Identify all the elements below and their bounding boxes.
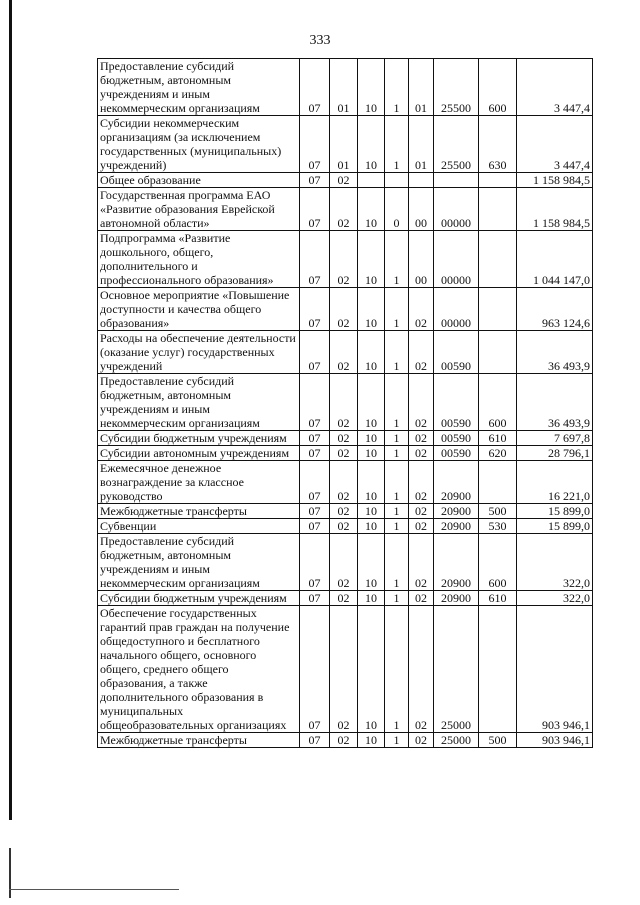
row-name-cell: Межбюджетные трансферты: [98, 733, 300, 748]
row-name-cell: Предоставление субсидий бюджетным, автономным учреждениям и иным некоммерческим организациям: [98, 59, 300, 116]
activity-code-cell: 02: [409, 446, 434, 461]
program-code-cell: 10: [358, 188, 385, 231]
program-code-cell: 10: [358, 288, 385, 331]
subsection-code-cell: 02: [330, 504, 358, 519]
subsection-code-cell: 02: [330, 173, 358, 188]
subsection-code-cell: 02: [330, 374, 358, 431]
activity-code-cell: 02: [409, 534, 434, 591]
table-row: [98, 231, 593, 288]
direction-code-cell: 00000: [434, 231, 479, 288]
direction-code-cell: 25500: [434, 116, 479, 173]
section-code-cell: 07: [300, 534, 330, 591]
row-name-cell: Предоставление субсидий бюджетным, автономным учреждениям и иным некоммерческим организациям: [98, 534, 300, 591]
subprogram-code-cell: 1: [385, 116, 409, 173]
expense-type-cell: 610: [479, 591, 517, 606]
subprogram-code-cell: 1: [385, 461, 409, 504]
subsection-code-cell: 02: [330, 331, 358, 374]
section-code-cell: 07: [300, 504, 330, 519]
amount-cell: 322,0: [517, 534, 593, 591]
footnote-separator: [9, 889, 179, 890]
subprogram-code-cell: 1: [385, 504, 409, 519]
expense-type-cell: 600: [479, 59, 517, 116]
amount-cell: 3 447,4: [517, 116, 593, 173]
table-row: [98, 606, 593, 733]
amount-cell: 322,0: [517, 591, 593, 606]
section-code-cell: 07: [300, 288, 330, 331]
subprogram-code-cell: 1: [385, 606, 409, 733]
activity-code-cell: 01: [409, 116, 434, 173]
row-name-cell: Государственная программа ЕАО «Развитие образования Еврейской автономной области»: [98, 188, 300, 231]
row-name-cell: Субсидии бюджетным учреждениям: [98, 591, 300, 606]
subsection-code-cell: 01: [330, 116, 358, 173]
subsection-code-cell: 02: [330, 231, 358, 288]
direction-code-cell: 00590: [434, 331, 479, 374]
table-row: [98, 504, 593, 519]
direction-code-cell: 00000: [434, 288, 479, 331]
direction-code-cell: [434, 173, 479, 188]
direction-code-cell: 20900: [434, 461, 479, 504]
section-code-cell: 07: [300, 116, 330, 173]
scan-left-edge-lower: [9, 848, 11, 898]
table-row: [98, 288, 593, 331]
subprogram-code-cell: 1: [385, 59, 409, 116]
program-code-cell: 10: [358, 374, 385, 431]
activity-code-cell: 00: [409, 188, 434, 231]
direction-code-cell: 00000: [434, 188, 479, 231]
program-code-cell: 10: [358, 431, 385, 446]
activity-code-cell: 02: [409, 431, 434, 446]
table-row: [98, 173, 593, 188]
subsection-code-cell: 02: [330, 188, 358, 231]
direction-code-cell: 00590: [434, 446, 479, 461]
direction-code-cell: 00590: [434, 374, 479, 431]
expense-type-cell: [479, 606, 517, 733]
direction-code-cell: 25000: [434, 606, 479, 733]
subprogram-code-cell: 0: [385, 188, 409, 231]
activity-code-cell: 02: [409, 331, 434, 374]
program-code-cell: 10: [358, 231, 385, 288]
subprogram-code-cell: 1: [385, 591, 409, 606]
subprogram-code-cell: [385, 173, 409, 188]
amount-cell: 15 899,0: [517, 519, 593, 534]
section-code-cell: 07: [300, 591, 330, 606]
row-name-cell: Субсидии автономным учреждениям: [98, 446, 300, 461]
expense-type-cell: [479, 288, 517, 331]
direction-code-cell: 25500: [434, 59, 479, 116]
section-code-cell: 07: [300, 231, 330, 288]
activity-code-cell: 01: [409, 59, 434, 116]
activity-code-cell: [409, 173, 434, 188]
subsection-code-cell: 02: [330, 446, 358, 461]
program-code-cell: 10: [358, 606, 385, 733]
amount-cell: 903 946,1: [517, 606, 593, 733]
section-code-cell: 07: [300, 59, 330, 116]
table-row: [98, 534, 593, 591]
activity-code-cell: 02: [409, 288, 434, 331]
subprogram-code-cell: 1: [385, 534, 409, 591]
amount-cell: 963 124,6: [517, 288, 593, 331]
subsection-code-cell: 02: [330, 431, 358, 446]
subprogram-code-cell: 1: [385, 446, 409, 461]
subsection-code-cell: 02: [330, 288, 358, 331]
program-code-cell: 10: [358, 446, 385, 461]
budget-table: [97, 58, 593, 748]
expense-type-cell: 500: [479, 504, 517, 519]
section-code-cell: 07: [300, 331, 330, 374]
expense-type-cell: [479, 188, 517, 231]
subprogram-code-cell: 1: [385, 519, 409, 534]
amount-cell: 1 044 147,0: [517, 231, 593, 288]
activity-code-cell: 02: [409, 606, 434, 733]
direction-code-cell: 20900: [434, 519, 479, 534]
subsection-code-cell: 02: [330, 461, 358, 504]
activity-code-cell: 02: [409, 733, 434, 748]
section-code-cell: 07: [300, 519, 330, 534]
program-code-cell: 10: [358, 59, 385, 116]
row-name-cell: Субвенции: [98, 519, 300, 534]
expense-type-cell: [479, 461, 517, 504]
row-name-cell: Расходы на обеспечение деятельности (оказание услуг) государственных учреждений: [98, 331, 300, 374]
table-row: [98, 461, 593, 504]
table-row: [98, 116, 593, 173]
scan-left-edge: [9, 0, 12, 820]
amount-cell: 15 899,0: [517, 504, 593, 519]
subsection-code-cell: 02: [330, 606, 358, 733]
table-row: [98, 188, 593, 231]
subprogram-code-cell: 1: [385, 231, 409, 288]
expense-type-cell: [479, 173, 517, 188]
direction-code-cell: 20900: [434, 534, 479, 591]
subprogram-code-cell: 1: [385, 431, 409, 446]
direction-code-cell: 20900: [434, 504, 479, 519]
subprogram-code-cell: 1: [385, 288, 409, 331]
subsection-code-cell: 02: [330, 534, 358, 591]
expense-type-cell: [479, 331, 517, 374]
activity-code-cell: 00: [409, 231, 434, 288]
table-row: [98, 591, 593, 606]
activity-code-cell: 02: [409, 461, 434, 504]
section-code-cell: 07: [300, 733, 330, 748]
direction-code-cell: 20900: [434, 591, 479, 606]
amount-cell: 7 697,8: [517, 431, 593, 446]
subprogram-code-cell: 1: [385, 331, 409, 374]
row-name-cell: Межбюджетные трансферты: [98, 504, 300, 519]
section-code-cell: 07: [300, 188, 330, 231]
amount-cell: 903 946,1: [517, 733, 593, 748]
expense-type-cell: 600: [479, 374, 517, 431]
amount-cell: 16 221,0: [517, 461, 593, 504]
table-row: [98, 446, 593, 461]
row-name-cell: Ежемесячное денежное вознаграждение за классное руководство: [98, 461, 300, 504]
section-code-cell: 07: [300, 446, 330, 461]
row-name-cell: Предоставление субсидий бюджетным, автономным учреждениям и иным некоммерческим организациям: [98, 374, 300, 431]
program-code-cell: 10: [358, 733, 385, 748]
expense-type-cell: 630: [479, 116, 517, 173]
activity-code-cell: 02: [409, 591, 434, 606]
table-row: [98, 331, 593, 374]
program-code-cell: 10: [358, 591, 385, 606]
amount-cell: 36 493,9: [517, 374, 593, 431]
direction-code-cell: 00590: [434, 431, 479, 446]
program-code-cell: 10: [358, 504, 385, 519]
expense-type-cell: 600: [479, 534, 517, 591]
program-code-cell: 10: [358, 331, 385, 374]
row-name-cell: Субсидии бюджетным учреждениям: [98, 431, 300, 446]
subsection-code-cell: 01: [330, 59, 358, 116]
activity-code-cell: 02: [409, 519, 434, 534]
amount-cell: 36 493,9: [517, 331, 593, 374]
section-code-cell: 07: [300, 374, 330, 431]
activity-code-cell: 02: [409, 504, 434, 519]
expense-type-cell: 610: [479, 431, 517, 446]
subsection-code-cell: 02: [330, 733, 358, 748]
budget-table-body: [98, 59, 593, 748]
subsection-code-cell: 02: [330, 591, 358, 606]
row-name-cell: Основное мероприятие «Повышение доступности и качества общего образования»: [98, 288, 300, 331]
program-code-cell: 10: [358, 116, 385, 173]
table-row: [98, 519, 593, 534]
page-number: 333: [309, 33, 331, 48]
section-code-cell: 07: [300, 173, 330, 188]
amount-cell: 28 796,1: [517, 446, 593, 461]
subsection-code-cell: 02: [330, 519, 358, 534]
row-name-cell: Общее образование: [98, 173, 300, 188]
program-code-cell: 10: [358, 519, 385, 534]
section-code-cell: 07: [300, 431, 330, 446]
expense-type-cell: 530: [479, 519, 517, 534]
section-code-cell: 07: [300, 461, 330, 504]
expense-type-cell: 500: [479, 733, 517, 748]
program-code-cell: 10: [358, 534, 385, 591]
table-row: [98, 374, 593, 431]
row-name-cell: Обеспечение государственных гарантий прав граждан на получение общедоступного и бесплатного начального общего, основного общего, среднего общего образования, а также дополнительного образования в муниципальных общеобразовательных организациях: [98, 606, 300, 733]
subprogram-code-cell: 1: [385, 374, 409, 431]
table-row: [98, 431, 593, 446]
row-name-cell: Подпрограмма «Развитие дошкольного, общего, дополнительного и профессионального образования»: [98, 231, 300, 288]
subprogram-code-cell: 1: [385, 733, 409, 748]
amount-cell: 3 447,4: [517, 59, 593, 116]
program-code-cell: 10: [358, 461, 385, 504]
table-row: [98, 733, 593, 748]
amount-cell: 1 158 984,5: [517, 188, 593, 231]
amount-cell: 1 158 984,5: [517, 173, 593, 188]
row-name-cell: Субсидии некоммерческим организациям (за исключением государственных (муниципальных) учреждений): [98, 116, 300, 173]
program-code-cell: [358, 173, 385, 188]
table-row: [98, 59, 593, 116]
expense-type-cell: 620: [479, 446, 517, 461]
section-code-cell: 07: [300, 606, 330, 733]
expense-type-cell: [479, 231, 517, 288]
activity-code-cell: 02: [409, 374, 434, 431]
direction-code-cell: 25000: [434, 733, 479, 748]
